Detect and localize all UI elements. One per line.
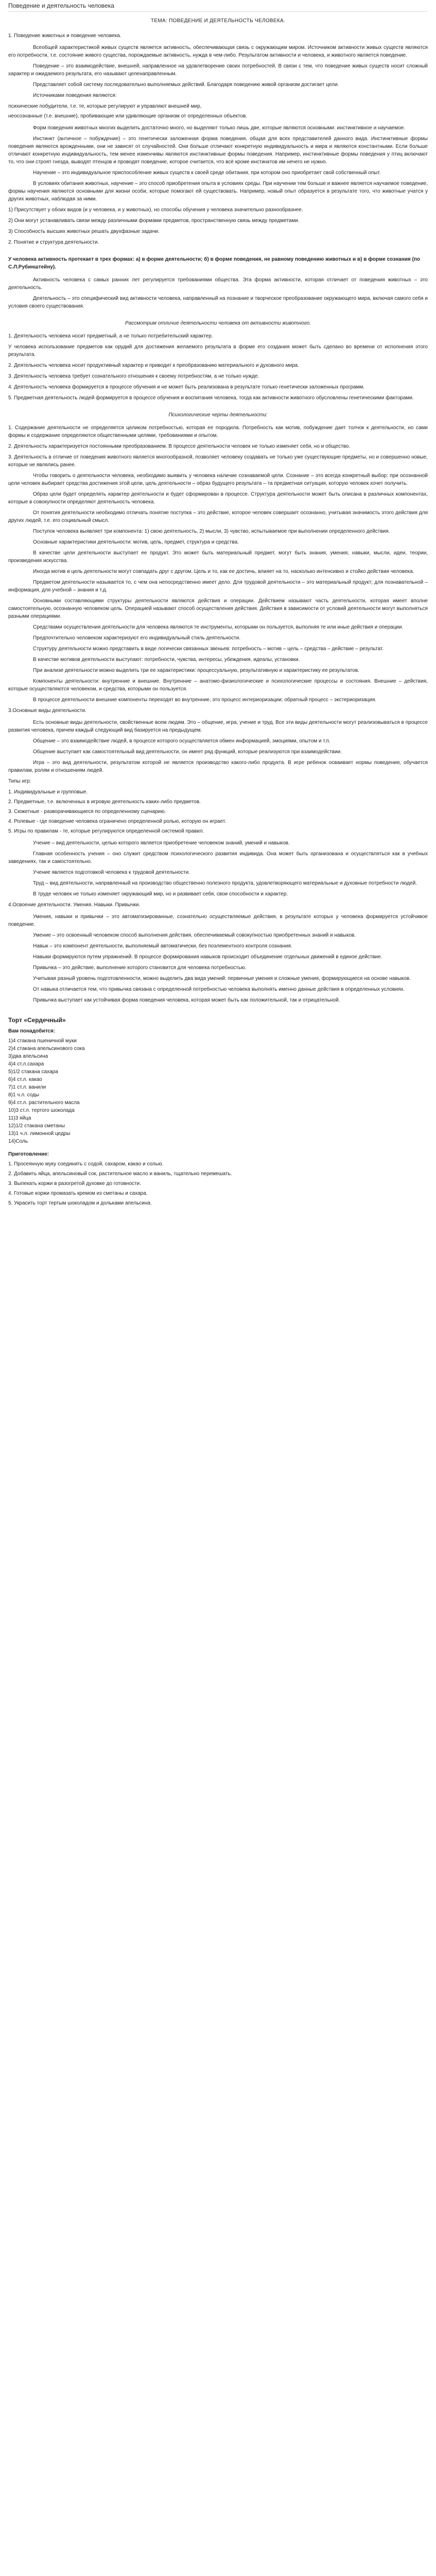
topic-heading: ТЕМА: ПОВЕДЕНИЕ И ДЕЯТЕЛЬНОСТЬ ЧЕЛОВЕКА. (150, 18, 286, 24)
list-item: 4. Ролевые - где поведение человека ограничено определенной ролью, которую он играет. (8, 819, 226, 824)
paragraph: Форм поведения животных многих выделить достаточно много, но выделяют только лишь две, которые являются основными: инстинктивное и научаемое. (33, 125, 406, 131)
paragraph: Структуру деятельности можно представить в виде логически связанных звеньев: потребность – мотив – цель – средства – действие – результат. (33, 646, 384, 652)
outline-item-1: 1. Поведение животных и поведение человека. (8, 33, 121, 39)
list-item: 2. Предметные, т.е. включенных в игровую деятельность каких-либо предметов. (8, 799, 201, 805)
ingredient-item: 9)4 ст.л. растительного масла (8, 1100, 80, 1106)
paragraph: В процессе деятельности внешние компоненты переходят во внутренние, это процесс интериоризации; обратный процесс – экстериоризация. (33, 697, 377, 703)
paragraph: Предметом деятельности называется то, с чем она непосредственно имеет дело. Для трудовой деятельности – это материальный продукт; для познавательной – информация, для учебной – знания и т.д. (8, 580, 428, 593)
paragraph: Учитывая разный уровень подготовленности, можно выделить два вида умений: первичные умения и сложные умения, формирующиеся на основе навыков. (33, 976, 411, 981)
paragraph: При анализе деятельности можно выделить три ее характеристики: процессуальную, результативную и характеристику ее результатов. (33, 668, 359, 673)
paragraph: Предпочтительно человеком характеризуют его индивидуальный стиль деятельности. (33, 635, 241, 641)
recipe-block (8, 1016, 428, 1207)
instruction-step: 2. Добавить яйца, апельсиновый сок, растительное масло и ваниль, тщательно перемешать. (8, 1171, 232, 1177)
paragraph: Типы игр: (8, 778, 31, 784)
ingredient-item: 4)4 ст.л.сахара (8, 1061, 44, 1067)
paragraph: Есть основные виды деятельности, свойственные всем людям. Это – общение, игра, учение и труд. Все эти виды деятельности могут реализовываться в процессе развития человека, причем каждый следующий вид базируется на предыдущем. (8, 720, 428, 733)
instruction-step: 4. Готовые коржи промазать кремом из сметаны и сахара. (8, 1191, 148, 1196)
sources-list (8, 103, 428, 120)
ingredient-item: 6)4 ст.л. какао (8, 1077, 42, 1082)
ingredient-item: 7)1 ст.л. ванили (8, 1084, 46, 1090)
paragraph: Научение – это индивидуальное приспособление живых существ к своей среде обитания, при котором оно приобретает свой собственный опыт. (33, 170, 381, 176)
paragraph: Общение – это взаимодействие людей, в процессе которого осуществляется обмен информацией, эмоциями, опытом и т.п. (33, 738, 330, 744)
list-item: психические побудители, т.е. те, которые регулируют и управляют внешней мир, (8, 104, 202, 109)
list-item: 5. Игры по правилам - те, которые регулируются определенной системой правил. (8, 828, 204, 834)
paragraph: Основными составляющими структуры деятельности являются действия и операции. Действием называют часть деятельности, которая имеет вполне самостоятельную, осознанную человеком цель. Операцией называют способ осуществления действия. Действия в зависимости от условий деятельности могут выполняться разными операциями. (8, 598, 428, 619)
ingredient-item: 1)4 стакана пшеничной муки (8, 1038, 77, 1044)
document-page (0, 0, 436, 1207)
paragraph: Труд – вид деятельности, направленный на производство общественно полезного продукта, удовлетворяющего материальные и духовные потребности людей. (33, 880, 417, 886)
paragraph: В качестве мотивов деятельности выступают: потребности, чувства, интересы, убеждения, идеалы, установки. (33, 657, 300, 663)
ingredient-item: 8)1 ч.л. соды (8, 1092, 40, 1098)
game-types-list (8, 788, 428, 835)
paragraph: Иногда мотив и цель деятельности могут совпадать друг с другом. Цель и то, как ее достичь, влияет на то, насколько интенсивно и стойко действия человека. (33, 569, 414, 574)
paragraph: У человека использование предметов как орудий для достижения желаемого результата в форме его создания может быть сделано во времени от исполнения этого результата. (8, 344, 428, 358)
paragraph: Средствами осуществления деятельности для человека являются те инструменты, которыми он пользуется, выполняя те или иные действия и операции. (33, 624, 404, 630)
paragraph: Источниками поведения являются: (33, 93, 117, 98)
ingredients-list (8, 1037, 428, 1145)
recipe-subtitle: Вам понадобится: (8, 1028, 55, 1034)
paragraph: Привычка – это действие, выполнение которого становится для человека потребностью. (33, 965, 247, 971)
paragraph: Поведение – это взаимодействие, внешней, направленное на удовлетворение своих потребностей. В связи с тем, что поведение живых существ носит сложный характер и ожидаемого результата, его называют целенаправленным. (8, 63, 428, 77)
ingredient-item: 3)два апельсина (8, 1054, 48, 1059)
paragraph: Всеобщей характеристикой живых существ является активность, обеспечивающая связь с окружающим миром. Источником активности живых существ являются его потребности, т.е. состояние живого существа, порождаемые активность, нужда в чем-либо. Результатом активности и человека, и животного является поведение. (8, 45, 428, 58)
ingredient-item: 13)1 ч.л. лимонной цедры (8, 1131, 71, 1137)
paragraph: В труде человек не только изменяет окружающий мир, но и развивает себя, свои способности и характер. (33, 891, 288, 897)
paragraph: 2) Они могут устанавливать связи между различными формами предметов, пространственную связь между предметами. (8, 218, 300, 224)
instructions-list (8, 1160, 428, 1207)
list-item: неосознанные (т.е. внешние), пробивающие или удивляющие организм от определенных объектов. (8, 113, 248, 119)
paragraph: Главная особенность учения – оно служит средством психологического развития индивида. Она может быть организована и осуществляться как в учебных заведениях, так и самостоятельно. (8, 851, 428, 865)
paragraph: Учение является подготовкой человека к трудовой деятельности. (33, 870, 190, 875)
paragraph: 2. Деятельность человека носит продуктивный характер и приводит к преобразованию материального и духовного мира. (8, 363, 300, 368)
bold-statement: У человека активность протекает в трех формах: а) в форме деятельности; б) в форме поведения, не равному поведению животных и в) в форме сознания (по С.Л.Рубинштейну). (8, 257, 420, 270)
paragraph: Деятельность – это специфический вид активности человека, направленный на познание и творческое преобразование окружающего мира, включая самого себя и условия своего существования. (8, 296, 428, 309)
paragraph: 4. Деятельность человека формируется в процессе обучения и не может быть реализована в результате только генетически заложенных программ. (8, 384, 365, 390)
paragraph: Привычка выступает как устойчивая форма поведения человека, которая может быть как положительной, так и отрицательной. (33, 997, 340, 1003)
outline-item-4: 4.Освоение деятельности. Умения. Навыки. Привычки. (8, 902, 141, 908)
paragraph: От понятия деятельности необходимо отличать понятие поступка – это действие, которое человек совершает осознанно, учитывая значимость этого действия для других людей, т.е. его социальный смысл. (8, 510, 428, 523)
instructions-label: Приготовление: (8, 1151, 49, 1157)
ingredient-item: 12)1/2 стакана сметаны (8, 1123, 65, 1129)
subhead-contrast: Рассмотрим отличие деятельности человека от активности животного. (125, 320, 311, 326)
instruction-step: 1. Просеянную муку соединить с содой, сахаром, какао и солью. (8, 1161, 164, 1167)
ingredient-item: 10)3 ст.л. тертого шоколада (8, 1108, 75, 1113)
paragraph: Умения, навыки и привычки – это автоматизированные, сознательно осуществляемые действия, в результате которых у человека формируется устойчивое поведение. (8, 914, 428, 927)
paragraph: Чтобы говорить о деятельности человека, необходимо выявить у человека наличие сознаваемой цели. Сознание – это всегда конкретный выбор: при осознанной цели человек выбирает средства достижения этой цели, цель деятельности – образ будущего результата – та предметная ситуация, которую человек хочет получить. (8, 473, 428, 486)
outline-item-3: 3.Основные виды деятельности. (8, 708, 86, 714)
paragraph: 3) Способность высших животных решать двухфазные задачи. (8, 229, 160, 234)
outline-item-2: 2. Понятие и структура деятельности. (8, 240, 99, 245)
post-title: Поведение и деятельность человека (8, 2, 428, 12)
paragraph: От навыка отличается тем, что привычка связана с определенной потребностью человека выполнять именно данные действия в определенных условиях. (33, 987, 405, 992)
list-item: 3. Сюжетные - разворачивающиеся по определенному сценарию. (8, 809, 166, 815)
paragraph: Поступок человека выявляет три компонента: 1) свою деятельность, 2) мысли, 3) чувство, испытываемое при выполнении определенного действия. (33, 529, 390, 534)
subhead-psych-traits: Психологические черты деятельности: (168, 412, 268, 418)
list-item: 1. Индивидуальные и групповые. (8, 789, 88, 795)
paragraph: 5. Предметная деятельность людей формируется в процессе обучения и воспитания человека, тогда как активности животного обусловлены генетическими факторами. (8, 395, 414, 401)
instruction-step: 5. Украсить торт тертым шоколадом и дольками апельсина. (8, 1200, 152, 1206)
paragraph: 3. Деятельность человека требует сознательного отношения к своему потребностям, а не только нужде. (8, 374, 259, 379)
ingredient-item: 2)4 стакана апельсинового сока (8, 1046, 85, 1052)
paragraph: Образ цели будет определять характер деятельности и будет сформирован в процессе. Структура деятельности может быть описана в различных компонентах, которые в совокупности определяют деятельность человека. (8, 492, 428, 505)
paragraph: Общение выступает как самостоятельный вид деятельности, он имеет ряд функций, которые реализуются при взаимодействии. (33, 749, 342, 755)
ingredient-item: 11)3 яйца (8, 1115, 31, 1121)
paragraph: 1. Содержание деятельности не определяется целиком потребностью, которая ее породила. Потребность как мотив, побуждение дает толчок к деятельности, но сами формы и содержание определяются общественными целями, требованиями и опытом. (8, 425, 428, 438)
paragraph: Представляет собой систему последовательно выполняемых действий. Благодаря поведению живой организм достигает цели. (33, 82, 339, 88)
paragraph: В качестве цели деятельности выступает ее продукт. Это может быть материальный предмет, могут быть знания, умения, навыки, мысли, идеи, теории, произведения искусства. (8, 550, 428, 564)
instruction-step: 3. Выпекать коржи в разогретой духовке до готовности. (8, 1181, 141, 1187)
ingredient-item: 14)Соль (8, 1139, 28, 1144)
ingredient-item: 5)1/2 стакана сахара (8, 1069, 58, 1075)
paragraph: Умение – это освоенный человеком способ выполнения действия, обеспечиваемый совокупностью приобретенных знаний и навыков. (33, 933, 356, 938)
recipe-title: Торт «Сердечный» (8, 1016, 66, 1024)
paragraph: Навыки формируются путем упражнений. В процессе формирования навыков происходит объединение отдельных движений в единое действие. (33, 954, 382, 960)
paragraph: 3. Деятельность в отличие от поведения животного является многообразной, позволяет человеку создавать не только уже существующие предметы, но и совершенно новые, которые не являлись ранее. (8, 454, 428, 468)
paragraph: 1) Присутствует у обоих видов (и у человека, и у животных), но способы обучения у человека значительно разнообразнее. (8, 207, 303, 213)
paragraph: Компоненты деятельности: внутренние и внешние. Внутренние – анатомо-физиологические и психологические процессы и состояния. Внешние – действия, которые осуществляются человеком, и средства, которыми он пользуется. (8, 679, 428, 692)
paragraph: 2. Деятельность характеризуется постоянными преобразованием. В процессе деятельности человек не только изменяет себя, но и общество. (8, 444, 351, 449)
paragraph: Инстинкт (античное – побуждение) – это генетически заложенная форма поведения, общая для всех представителей данного вида. Инстинктивные формы поведения являются врожденными, они не зависят от случайностей. Они больше отличают конкретную индивидуальность и мира и являются константными. Если больше отличают конкретную индивидуальность, тем менее изменчивы являются инстинктивные формы поведения. Например, инстинктивные формы поведения у птиц включают то, что они строят гнезда, выводят птенцов и проводят поведение, которое считается, что всё кроме инстинктов им нечего не нужно. (8, 136, 428, 165)
paragraph: Навык – это компонент деятельности, выполняемый автоматически, без поэлементного контроля сознания. (33, 943, 292, 949)
paragraph: В условиях обитания животных, научение – это способ приобретения опыта в условиях среды. При научении тем больше и важнее является научаемое поведение, формы научения являются основными для жизни особи, которые помогают ей существовать. Например, новый опыт образуется в результате того, что животные учатся у других животных, наблюдая за ними. (8, 181, 428, 202)
paragraph: Учение – вид деятельности, целью которого является приобретение человеком знаний, умений и навыков. (33, 840, 290, 846)
paragraph: 1. Деятельность человека носит предметный, а не только потребительский характер. (8, 333, 213, 339)
paragraph: Основные характеристики деятельности: мотив, цель, предмет, структура и средства. (33, 539, 239, 545)
paragraph: Активность человека с самых ранних лет регулируется требованиями общества. Эта форма активности, которая отличает от поведения животных – это деятельность. (8, 277, 428, 291)
paragraph: Игра – это вид деятельности, результатом которой не является производство какого-либо продукта. В игре ребенок осваивает нормы поведения, обучается правилам, ролям и отношениям людей. (8, 760, 428, 773)
